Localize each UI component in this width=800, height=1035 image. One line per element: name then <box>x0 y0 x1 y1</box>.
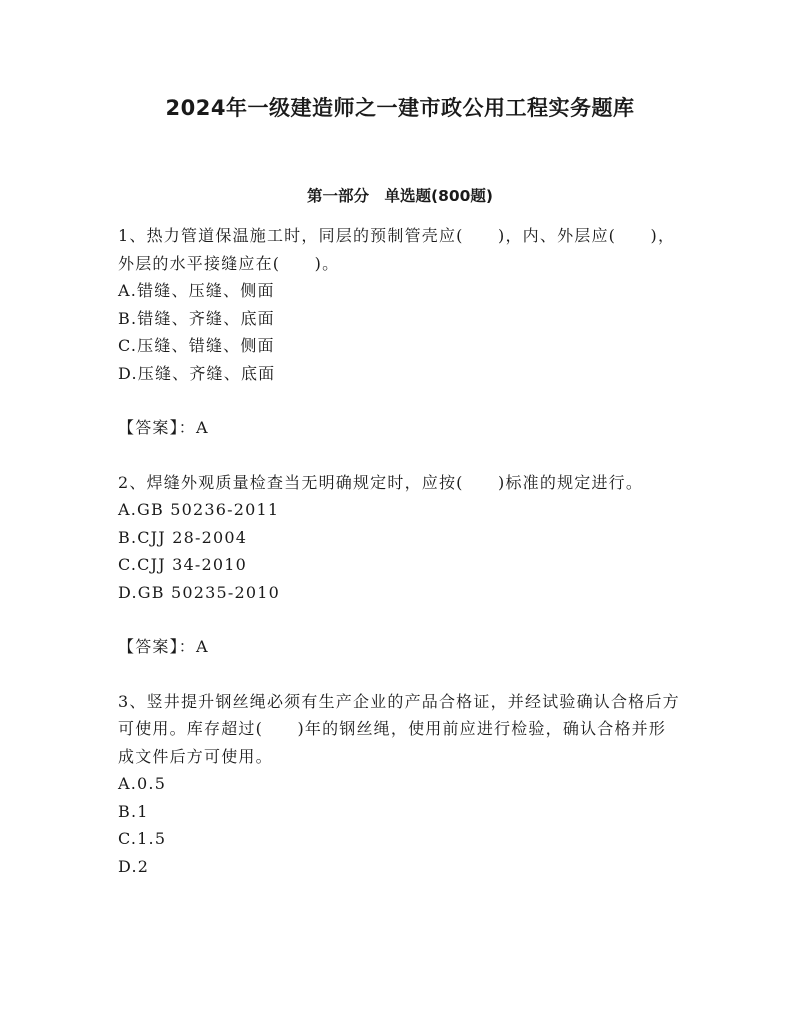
document-title: 2024年一级建造师之一建市政公用工程实务题库 <box>165 96 635 120</box>
question-1 <box>118 222 683 442</box>
option-a: A.GB 50236-2011 <box>118 500 280 519</box>
question-2 <box>118 469 683 661</box>
question-list <box>118 222 683 880</box>
option-a: A.0.5 <box>118 774 167 793</box>
section-title: 第一部分 单选题(800题) <box>306 187 494 205</box>
question-stem: 2、焊缝外观质量检查当无明确规定时，应按( )标准的规定进行。 <box>118 472 644 492</box>
option-b: B.错缝、齐缝、底面 <box>118 308 275 328</box>
question-stem: 1、热力管道保温施工时，同层的预制管壳应( )，内、外层应( )，外层的水平接缝应在( )。 <box>118 226 676 273</box>
answer-label: 【答案】：A <box>118 637 209 656</box>
option-d: D.压缝、齐缝、底面 <box>118 363 276 383</box>
option-list <box>118 770 683 880</box>
question-stem: 3、竖井提升钢丝绳必须有生产企业的产品合格证，并经试验确认合格后方可使用。库存超过( )年的钢丝绳，使用前应进行检验，确认合格并形成文件后方可使用。 <box>118 691 680 766</box>
answer-label: 【答案】：A <box>118 418 209 437</box>
option-d: D.2 <box>118 856 150 876</box>
option-d: D.GB 50235-2010 <box>118 582 280 602</box>
option-list <box>118 496 683 606</box>
option-a: A.错缝、压缝、侧面 <box>118 281 275 300</box>
option-b: B.1 <box>118 801 149 821</box>
option-b: B.CJJ 28-2004 <box>118 527 248 547</box>
option-c: C.压缝、错缝、侧面 <box>118 336 275 355</box>
question-3 <box>118 688 683 881</box>
option-list <box>118 277 683 387</box>
option-c: C.CJJ 34-2010 <box>118 555 247 574</box>
option-c: C.1.5 <box>118 829 167 848</box>
